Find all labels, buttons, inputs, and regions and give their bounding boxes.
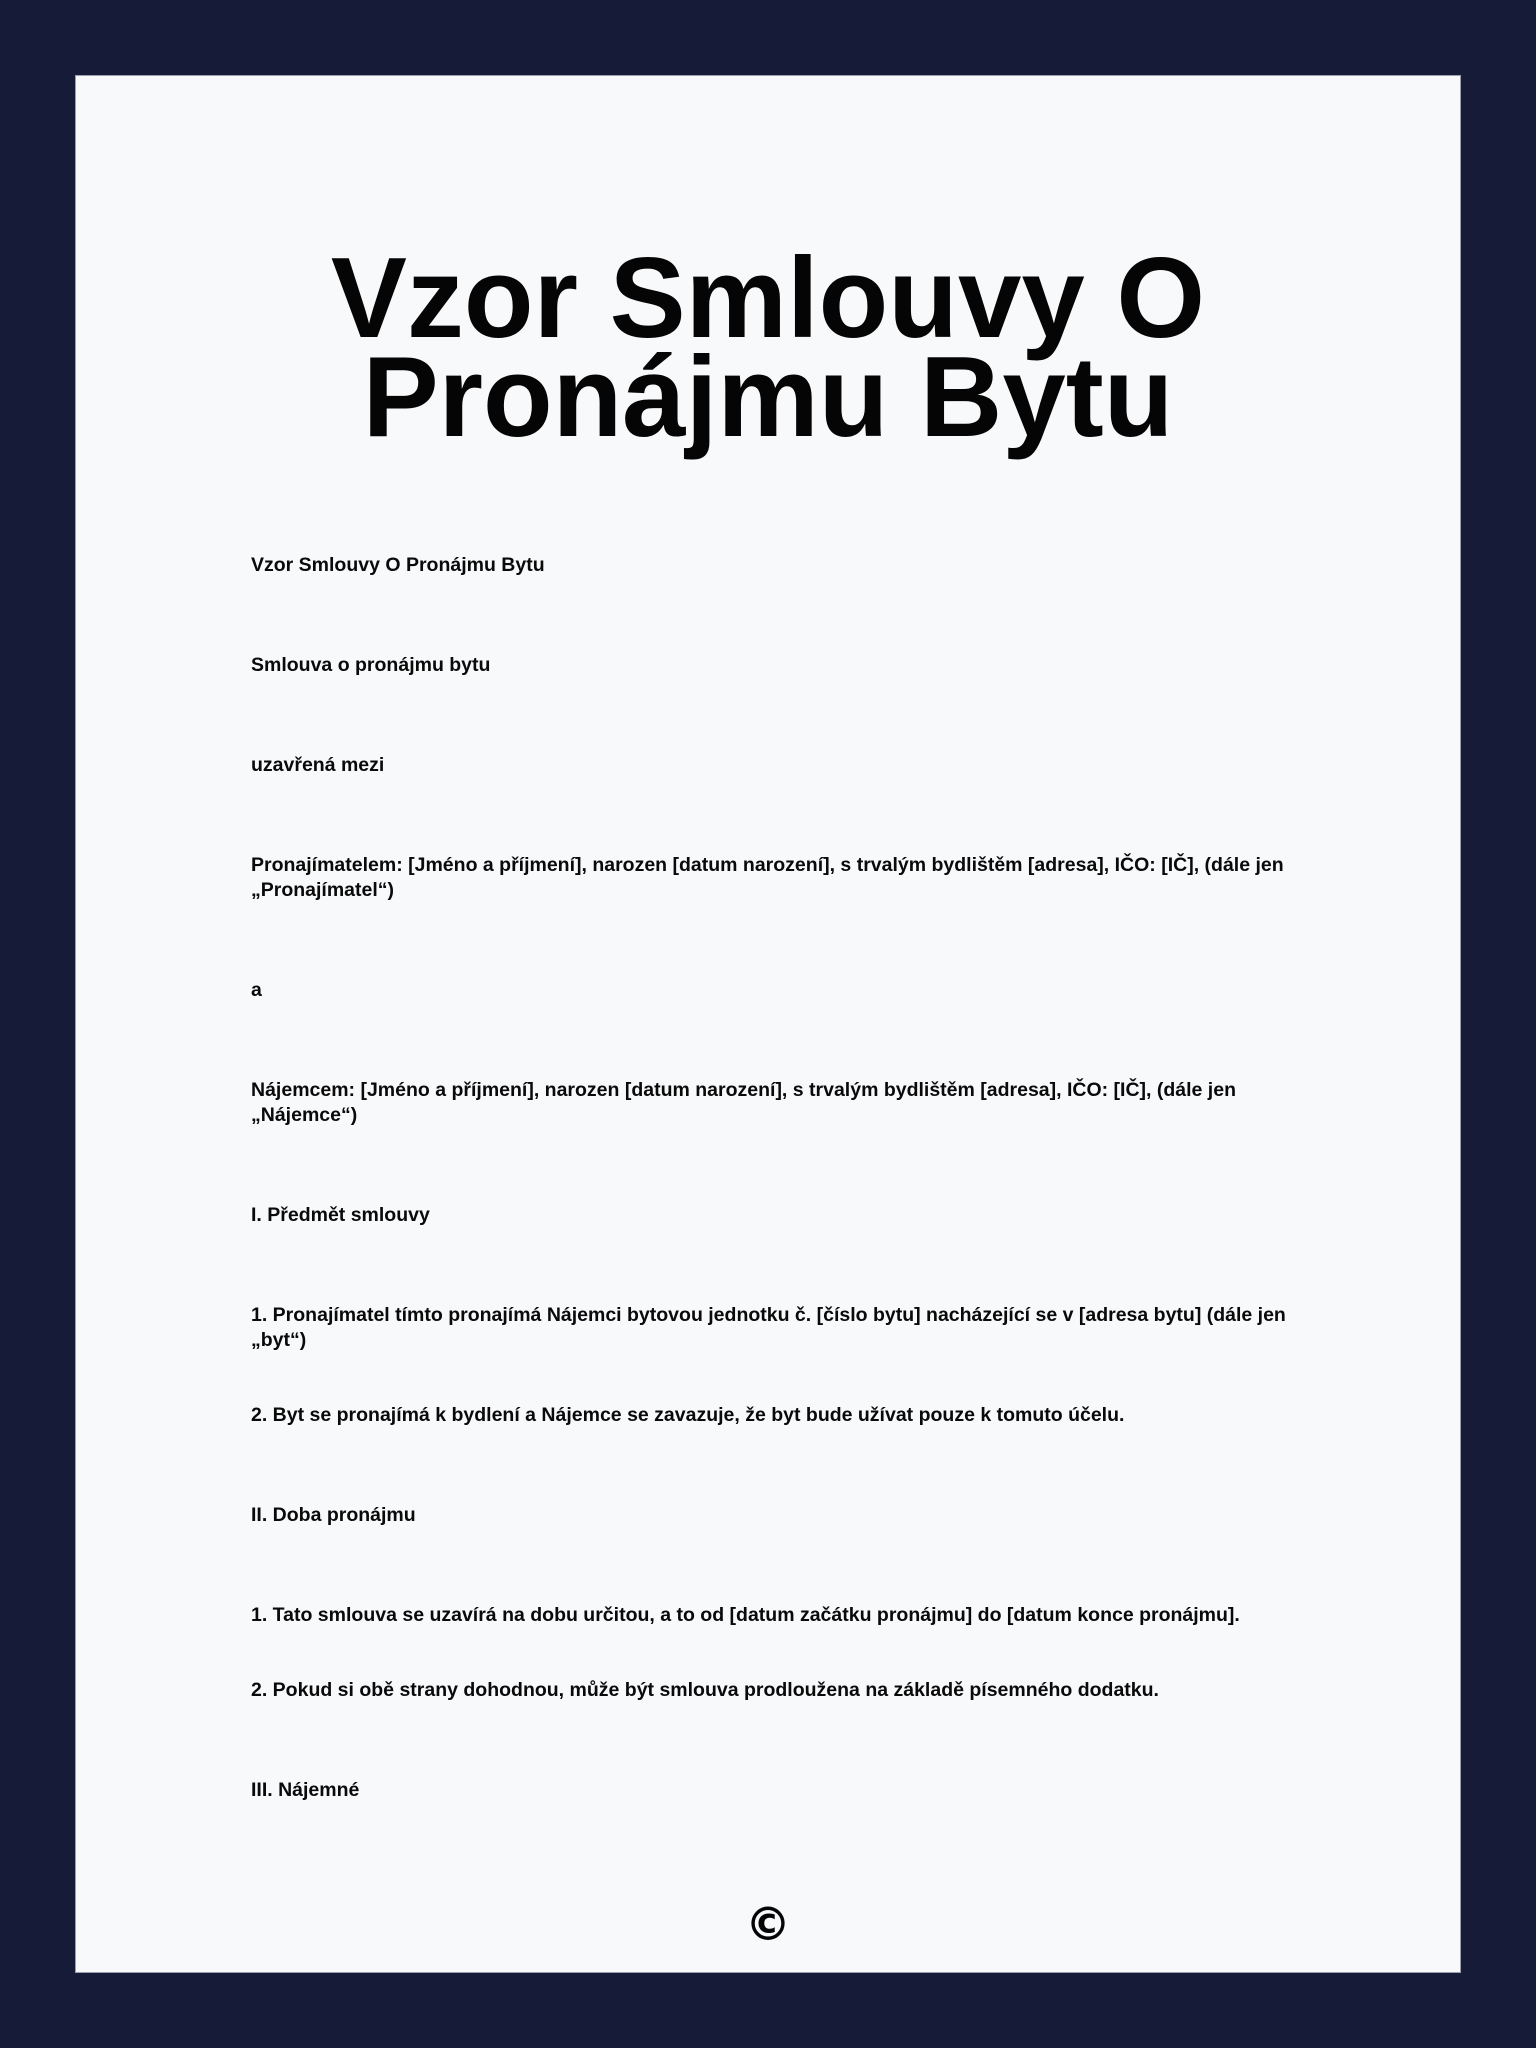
- copyright-icon: ©: [745, 1897, 791, 1951]
- paragraph-heading: Vzor Smlouvy O Pronájmu Bytu: [251, 554, 545, 576]
- paragraph-subject-1: 1. Pronajímatel tímto pronajímá Nájemci bytovou jednotku č. [číslo bytu] nacházející se v [adresa bytu] (dále jen „byt“): [251, 1304, 1286, 1351]
- document-title: Vzor Smlouvy O Pronájmu Bytu: [330, 235, 1206, 461]
- section-heading-rent: III. Nájemné: [251, 1779, 360, 1801]
- paragraph-duration-1: 1. Tato smlouva se uzavírá na dobu určitou, a to od [datum začátku pronájmu] do [datum konce pronájmu].: [251, 1604, 1240, 1626]
- paragraph-and: a: [251, 979, 262, 1001]
- paragraph-landlord: Pronajímatelem: [Jméno a příjmení], narozen [datum narození], s trvalým bydlištěm [adresa], IČO: [IČ], (dále jen „Pronajímatel“): [251, 854, 1284, 901]
- section-heading-duration: II. Doba pronájmu: [251, 1504, 416, 1526]
- paragraph-tenant: Nájemcem: [Jméno a příjmení], narozen [datum narození], s trvalým bydlištěm [adresa], IČO: [IČ], (dále jen „Nájemce“): [251, 1079, 1236, 1126]
- paragraph-concluded-between: uzavřená mezi: [251, 754, 385, 776]
- paragraph-contract-name: Smlouva o pronájmu bytu: [251, 654, 491, 676]
- paragraph-duration-2: 2. Pokud si obě strany dohodnou, může být smlouva prodloužena na základě písemného dodatku.: [251, 1679, 1159, 1701]
- paragraph-subject-2: 2. Byt se pronajímá k bydlení a Nájemce se zavazuje, že byt bude užívat pouze k tomuto účelu.: [251, 1404, 1125, 1426]
- document-page: [75, 75, 1461, 1973]
- section-heading-subject: I. Předmět smlouvy: [251, 1204, 430, 1226]
